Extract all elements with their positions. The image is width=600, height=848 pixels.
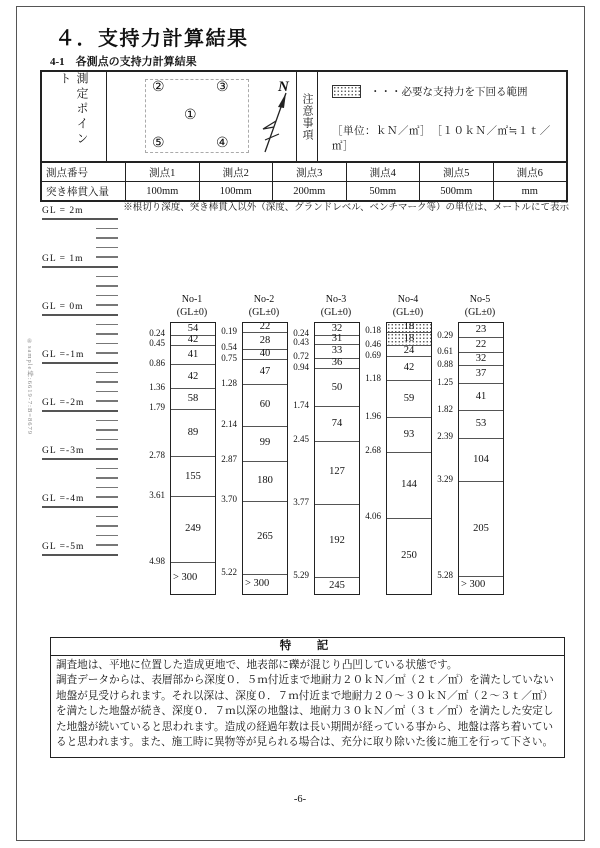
depth-label: 1.18: [365, 373, 381, 384]
depth-label: 0.46: [365, 338, 381, 349]
depth-label: 0.24: [293, 328, 309, 339]
bearing-value-segment: 50: [315, 368, 359, 406]
special-notes-box: [50, 637, 565, 758]
depth-label: 3.29: [437, 474, 453, 485]
depth-label: 1.36: [149, 381, 165, 392]
bearing-value-segment: 31: [315, 335, 359, 344]
depth-label: 5.22: [221, 567, 237, 578]
bearing-value-segment: 22: [459, 337, 503, 352]
bearing-value-segment: 250: [387, 518, 431, 594]
gl-scale-tick: [96, 448, 118, 450]
gl-scale-tick: [96, 439, 118, 441]
penetration-cell: 50mm: [347, 182, 421, 200]
bearing-value-segment: 144: [387, 452, 431, 518]
profile-column-datum: (GL±0): [464, 307, 496, 318]
plan-point-1: ①: [184, 108, 197, 123]
gl-scale-line: [42, 458, 118, 460]
gl-scale-line: [42, 554, 118, 556]
profile-column-name: No-3: [325, 294, 347, 305]
depth-label: 0.61: [437, 345, 453, 356]
bearing-value-segment: 99: [243, 426, 287, 461]
bearing-value-segment: > 300: [171, 562, 215, 594]
section-subtitle: 4-1 各測点の支持力計算結果: [50, 56, 197, 68]
gl-scale-tick: [96, 381, 118, 383]
bearing-value-segment: 89: [171, 409, 215, 457]
legend-cell: [318, 72, 566, 161]
bearing-value-segment: 36: [315, 358, 359, 369]
bearing-value-segment: 32: [331, 322, 343, 334]
notes-paragraph-2: 調査データからは、表層部から深度０．５ｍ付近まで地耐力２０ｋＮ／㎡（２ｔ／㎡）を満たしていない地盤が見受けられます。それ以深は、深度０．７ｍ付近まで地耐力２０～３０ｋＮ／㎡（２～３ｔ／㎡）を満たした地盤が続き、深度０．７ｍ以深の地盤は、地耐力３０ｋＮ／㎡（３ｔ／㎡）を満たした安定した地盤が続いていると思われます。造成の経過年数は長い期間が経っている事から、地盤は落ち着いていると思われます。また、施工時に異物等が見られる場合は、充分に取り除いた後に施工を行って下さい。: [56, 675, 554, 749]
gl-scale-tick: [96, 525, 118, 527]
row-label: 測点番号: [42, 163, 126, 181]
profile-column-datum: (GL±0): [320, 307, 352, 318]
point-cell: 測点2: [200, 163, 274, 181]
penetration-cell: mm: [521, 185, 538, 197]
bearing-value-segment: 47: [243, 359, 287, 384]
depth-label: 4.06: [365, 511, 381, 522]
row-label: 突き棒貫入量: [42, 182, 126, 200]
gl-scale-line: [42, 410, 118, 412]
depth-label: 0.24: [149, 328, 165, 339]
gl-scale-tick: [96, 391, 118, 393]
gl-scale-label: GL =-2m: [42, 398, 85, 408]
profile-column-datum: (GL±0): [176, 307, 208, 318]
penetration-cell: 100mm: [126, 182, 200, 200]
bearing-value-segment: 18: [387, 332, 431, 345]
point-cell: 測点3: [273, 163, 347, 181]
bearing-value-segment: 37: [459, 365, 503, 383]
bearing-value-segment: 265: [243, 501, 287, 574]
plan-outline: [145, 79, 249, 153]
gl-scale-line: [42, 266, 118, 268]
depth-label: 0.88: [437, 358, 453, 369]
bearing-value-segment: 18: [387, 323, 431, 332]
gl-scale-tick: [96, 487, 118, 489]
depth-label: 0.45: [149, 338, 165, 349]
depth-label: 2.78: [149, 449, 165, 460]
units-text: ［単位：ｋＮ／㎡］ ［１０ｋＮ／㎡≒１ｔ／㎡］: [332, 126, 551, 152]
measure-point-label: 測定ポイント: [58, 72, 89, 147]
depth-label: 5.28: [437, 569, 453, 580]
special-notes-title: 特 記: [51, 638, 564, 656]
point-cell: 測点5: [420, 163, 494, 181]
bearing-value-segment: 54: [187, 322, 199, 334]
bearing-value-segment: 59: [387, 380, 431, 417]
bearing-value-segment: 58: [171, 388, 215, 409]
notes-paragraph-1: 調査地は、平地に位置した造成更地で、地表部に礫が混じり凸凹している状態です。: [56, 660, 458, 671]
gl-scale-tick: [96, 228, 118, 230]
page-title: ４．支持力計算結果: [55, 28, 249, 50]
depth-label: 2.45: [293, 434, 309, 445]
gl-scale-tick: [96, 256, 118, 258]
plan-point-5: ⑤: [152, 136, 165, 151]
gl-scale-tick: [96, 468, 118, 470]
depth-label: 3.77: [293, 497, 309, 508]
depth-label: 0.86: [149, 357, 165, 368]
bearing-value-segment: 60: [243, 384, 287, 425]
north-arrow-icon: [255, 76, 299, 156]
depth-label: 0.19: [221, 325, 237, 336]
profile-column-datum: (GL±0): [248, 307, 280, 318]
bearing-value-segment: 22: [259, 321, 271, 333]
gl-scale-tick: [96, 400, 118, 402]
depth-label: 1.28: [221, 377, 237, 388]
gl-scale-tick: [96, 544, 118, 546]
gl-scale-label: GL =-1m: [42, 350, 85, 360]
penetration-row: [42, 182, 566, 200]
gl-scale-tick: [96, 372, 118, 374]
profile-column-name: No-2: [253, 294, 275, 305]
depth-label: 0.18: [365, 325, 381, 336]
gl-scale-tick: [96, 477, 118, 479]
depth-label: 1.74: [293, 400, 309, 411]
plan-diagram-cell: [107, 72, 297, 161]
plan-point-4: ④: [216, 136, 229, 151]
depth-label: 3.70: [221, 494, 237, 505]
point-cell: 測点4: [347, 163, 421, 181]
bearing-value-segment: 33: [315, 344, 359, 358]
plan-point-3: ③: [216, 80, 229, 95]
gl-scale-tick: [96, 496, 118, 498]
depth-label: 4.98: [149, 555, 165, 566]
gl-scale-label: GL =-3m: [42, 446, 85, 456]
bearing-value-segment: 155: [171, 456, 215, 496]
gl-scale-label: GL =-4m: [42, 494, 85, 504]
gl-scale-tick: [96, 516, 118, 518]
bearing-value-segment: > 300: [243, 574, 287, 594]
gl-scale-tick: [96, 285, 118, 287]
bearing-value-segment: 32: [459, 352, 503, 365]
header-table: [40, 70, 568, 202]
bearing-value-segment: 205: [459, 481, 503, 577]
bearing-value-segment: 104: [459, 438, 503, 481]
gl-scale-label: GL =-5m: [42, 542, 85, 552]
depth-label: 1.96: [365, 410, 381, 421]
bearing-value-segment: 24: [387, 345, 431, 356]
depth-label: 1.25: [437, 376, 453, 387]
depth-label: 0.94: [293, 361, 309, 372]
point-cell: 測点1: [126, 163, 200, 181]
gl-scale-line: [42, 218, 118, 220]
gl-scale-tick: [96, 295, 118, 297]
depth-label: 1.82: [437, 403, 453, 414]
gl-scale-tick: [96, 304, 118, 306]
depth-label: 0.29: [437, 330, 453, 341]
point-number-row: [42, 163, 566, 182]
gl-scale-tick: [96, 429, 118, 431]
profile-column-datum: (GL±0): [392, 307, 424, 318]
profile-column-name: No-1: [181, 294, 203, 305]
depth-label: 2.14: [221, 419, 237, 430]
gl-scale-tick: [96, 324, 118, 326]
legend-text: ・・・必要な支持力を下回る範囲: [370, 87, 528, 98]
profile-column-name: No-4: [397, 294, 419, 305]
depth-label: 5.29: [293, 570, 309, 581]
bearing-value-segment: 245: [315, 577, 359, 594]
caution-label: 注意事項: [301, 92, 313, 141]
gl-scale-tick: [96, 276, 118, 278]
gl-scale-tick: [96, 352, 118, 354]
penetration-cell: 200mm: [273, 182, 347, 200]
gl-scale-label: GL = 1m: [42, 254, 84, 264]
profile-column: [314, 322, 360, 595]
bearing-value-segment: 42: [171, 335, 215, 345]
penetration-cell: 500mm: [420, 182, 494, 200]
gl-scale-tick: [96, 333, 118, 335]
gl-scale-tick: [96, 237, 118, 239]
gl-scale-label: GL = 0m: [42, 302, 84, 312]
gl-scale-tick: [96, 535, 118, 537]
profile-column: [458, 322, 504, 595]
caution-cell: [297, 72, 318, 161]
bearing-value-segment: 74: [315, 406, 359, 440]
depth-label: 0.72: [293, 351, 309, 362]
special-notes-body: [51, 656, 564, 750]
depth-label: 3.61: [149, 489, 165, 500]
depth-label: 2.39: [437, 431, 453, 442]
bearing-value-segment: 53: [459, 410, 503, 437]
bearing-value-segment: 93: [387, 417, 431, 452]
measure-point-cell: [42, 72, 107, 161]
point-cell: 測点6: [516, 167, 543, 179]
profile-column-name: No-5: [469, 294, 491, 305]
bearing-value-segment: 23: [475, 323, 487, 335]
gl-scale-line: [42, 362, 118, 364]
bearing-value-segment: 40: [243, 349, 287, 359]
bearing-value-segment: 28: [243, 332, 287, 349]
plan-point-2: ②: [152, 80, 165, 95]
depth-label: 2.68: [365, 445, 381, 456]
depth-label: 0.75: [221, 352, 237, 363]
page-number: -6-: [293, 794, 307, 805]
bearing-value-segment: > 300: [459, 576, 503, 594]
penetration-cell: 100mm: [200, 182, 274, 200]
bearing-value-segment: 127: [315, 441, 359, 504]
gl-scale-label: GL = 2m: [42, 206, 84, 216]
legend-dotted-swatch: [332, 85, 361, 98]
bearing-value-segment: 42: [387, 356, 431, 380]
depth-label: 0.43: [293, 337, 309, 348]
gl-scale-line: [42, 314, 118, 316]
bearing-value-segment: 42: [171, 364, 215, 388]
gl-scale-line: [42, 506, 118, 508]
depth-label: 2.87: [221, 454, 237, 465]
bearing-value-segment: 249: [171, 496, 215, 562]
watermark-text: ®sample棒:6619-7:B=8679: [26, 338, 33, 435]
gl-scale-tick: [96, 247, 118, 249]
unit-footnote: ※根切り深度、突き棒貫入以外（深度、グランドレベル、ベンチマーク等）の単位は、メートルにて表示: [123, 203, 569, 213]
gl-scale-tick: [96, 420, 118, 422]
depth-label: 0.54: [221, 342, 237, 353]
depth-label: 1.79: [149, 402, 165, 413]
header-row-top: [42, 72, 566, 163]
bearing-value-segment: 192: [315, 504, 359, 577]
bearing-value-segment: 41: [459, 383, 503, 410]
depth-label: 0.69: [365, 349, 381, 360]
svg-text:N: N: [278, 79, 289, 95]
bearing-value-segment: 180: [243, 461, 287, 501]
bearing-value-segment: 41: [171, 345, 215, 365]
gl-scale-tick: [96, 343, 118, 345]
